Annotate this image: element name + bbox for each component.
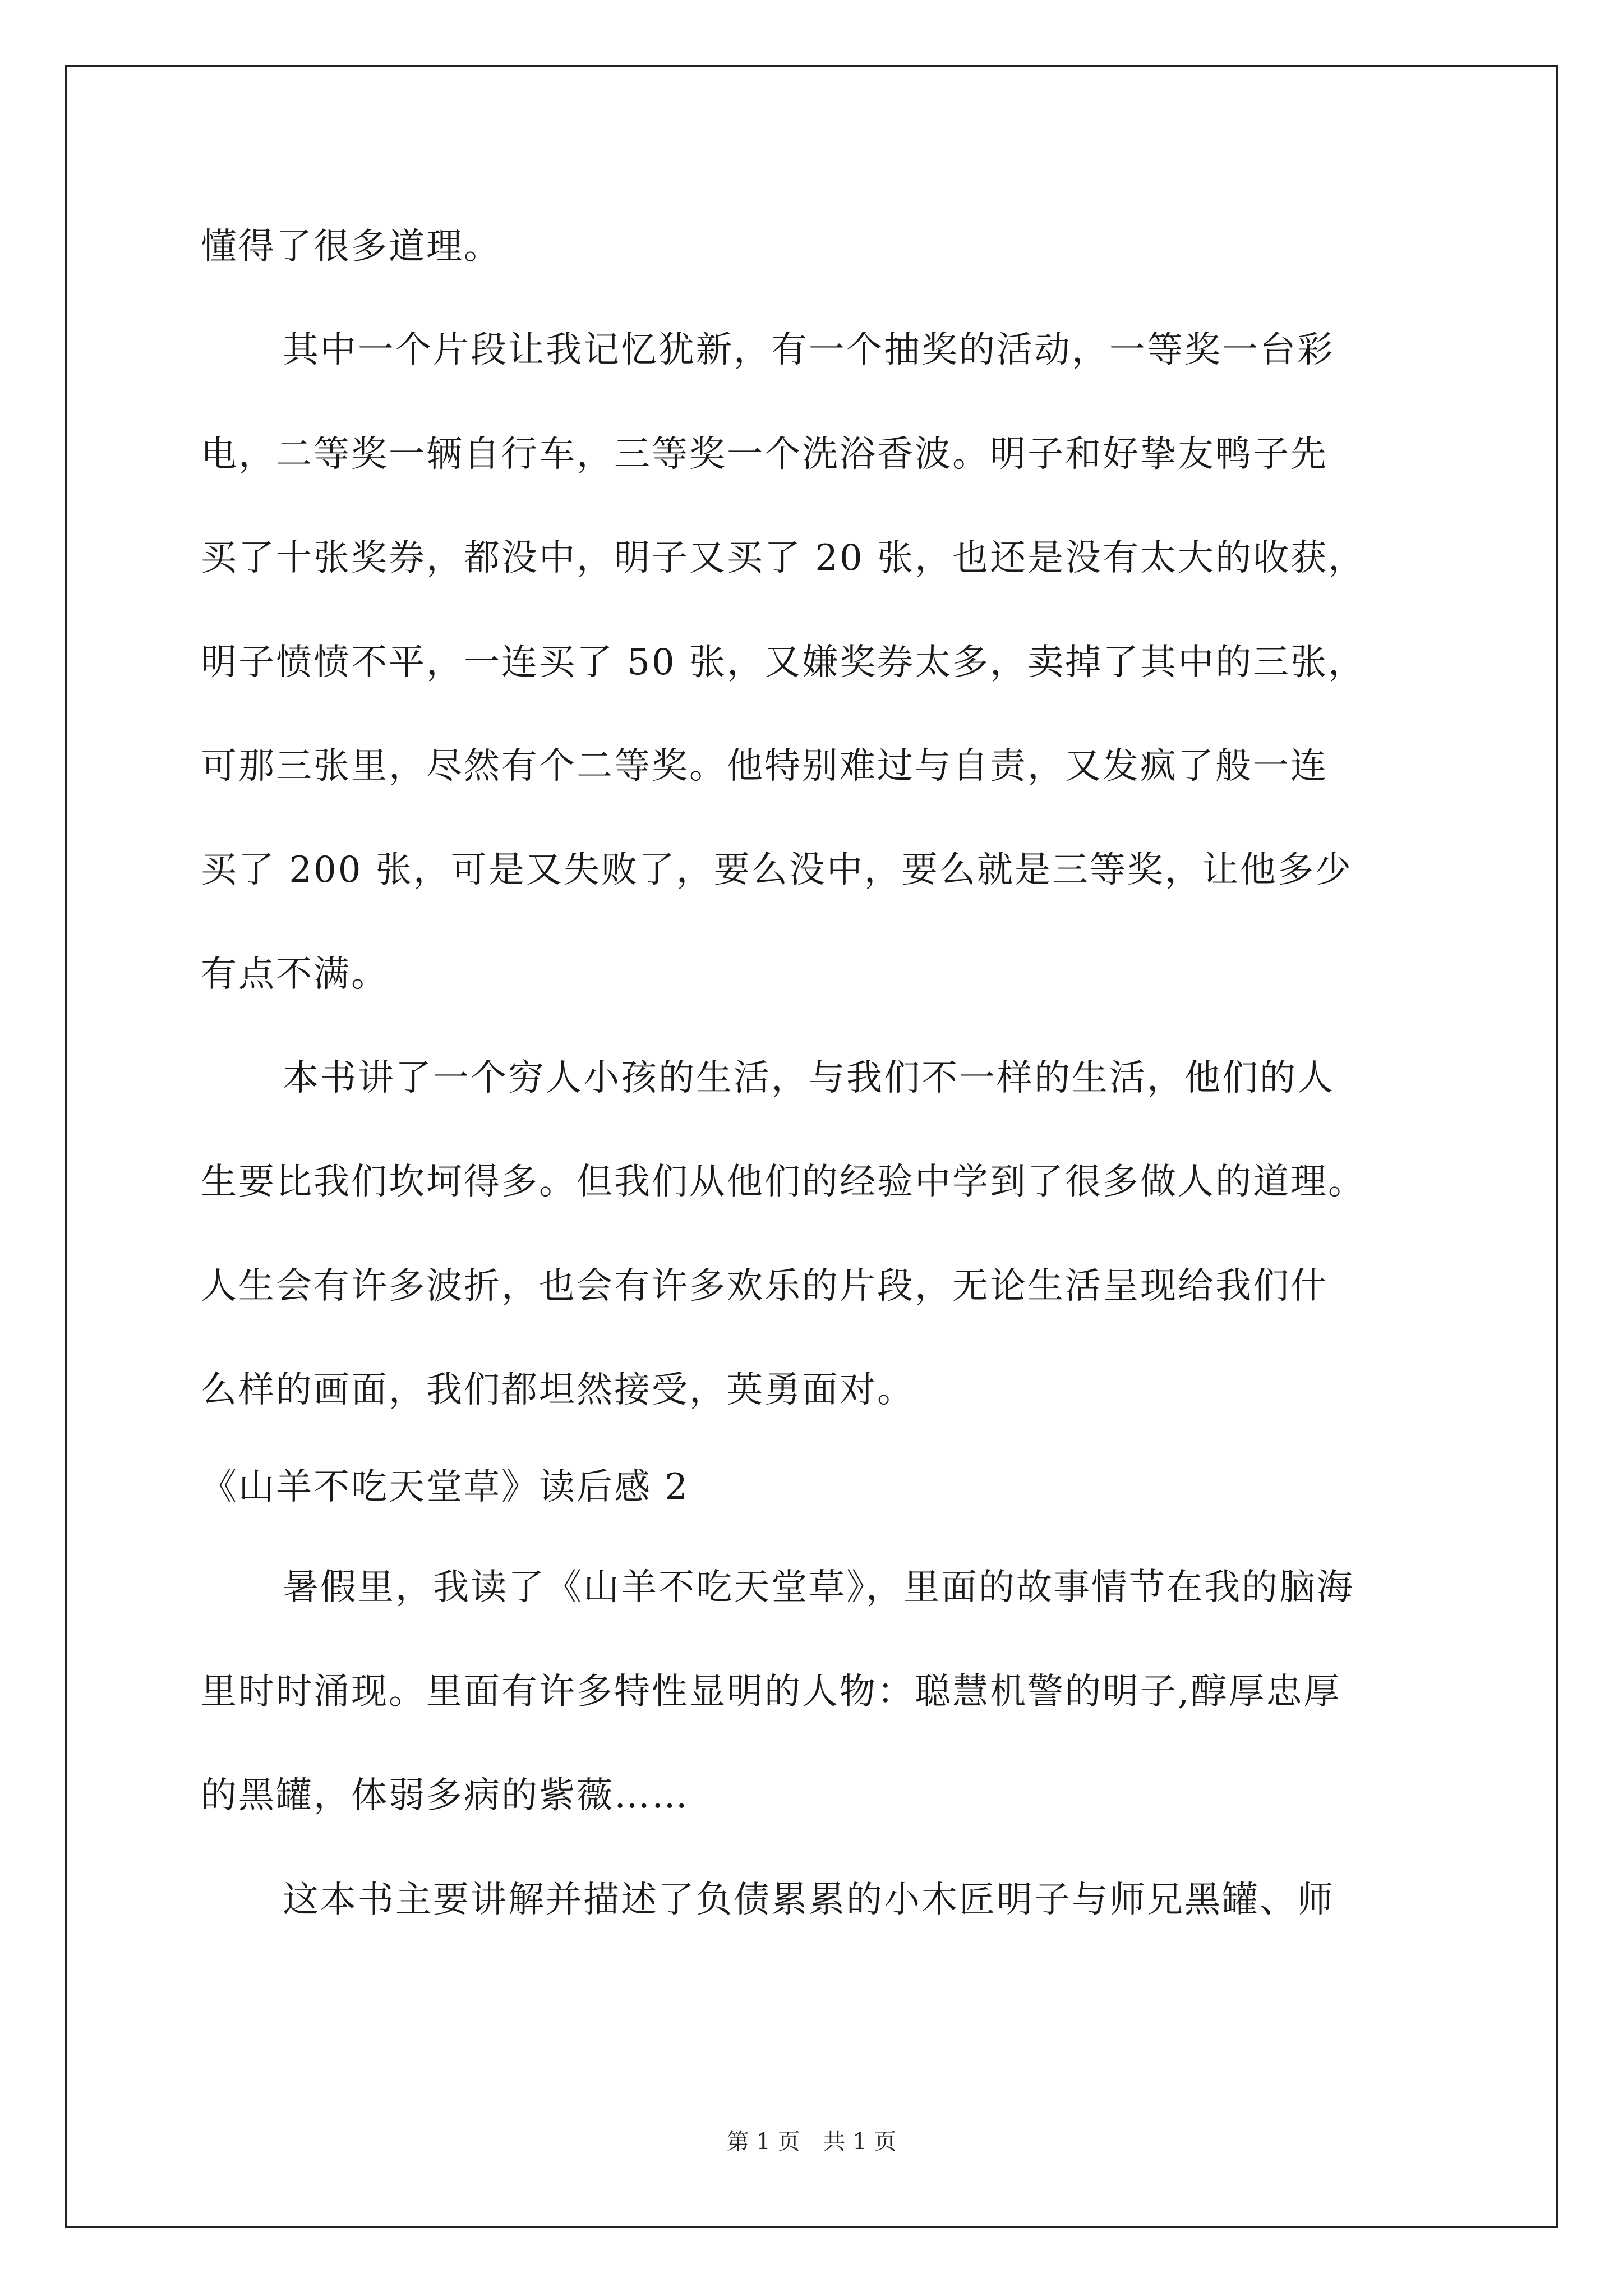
- paragraph-start-line: 本书讲了一个穷人小孩的生活，与我们不一样的生活，他们的人: [283, 1057, 1335, 1099]
- text-line: 有点不满。: [201, 954, 389, 995]
- text-line: 人生会有许多波折，也会有许多欢乐的片段，无论生活呈现给我们什: [201, 1266, 1328, 1307]
- text-line: 明子愤愤不平，一连买了 50 张，又嫌奖券太多，卖掉了其中的三张，: [201, 642, 1366, 683]
- paragraph-start-line: 这本书主要讲解并描述了负债累累的小木匠明子与师兄黑罐、师: [283, 1879, 1335, 1921]
- text-line: 买了十张奖券，都没中，明子又买了 20 张，也还是没有太大的收获，: [201, 537, 1366, 579]
- text-line: 懂得了很多道理。: [201, 226, 501, 268]
- paragraph-start-line: 其中一个片段让我记忆犹新，有一个抽奖的活动，一等奖一台彩: [283, 329, 1335, 371]
- page-footer: [0, 2128, 1623, 2156]
- page-number: 第 1 页: [726, 2129, 800, 2155]
- paragraph-start-line: 暑假里，我读了《山羊不吃天堂草》，里面的故事情节在我的脑海: [283, 1567, 1354, 1608]
- text-line: 里时时涌现。里面有许多特性显明的人物：聪慧机警的明子,醇厚忠厚: [201, 1671, 1341, 1713]
- section-heading: 《山羊不吃天堂草》读后感 2: [201, 1466, 690, 1508]
- text-line: 买了 200 张，可是又失败了，要么没中，要么就是三等奖，让他多少: [201, 849, 1353, 891]
- text-line: 的黑罐，体弱多病的紫薇……: [201, 1775, 689, 1816]
- text-line: 么样的画面，我们都坦然接受，英勇面对。: [201, 1369, 915, 1411]
- text-line: 可那三张里，尽然有个二等奖。他特别难过与自责，又发疯了般一连: [201, 746, 1328, 787]
- text-line: 电，二等奖一辆自行车，三等奖一个洗浴香波。明子和好挚友鸭子先: [201, 434, 1328, 475]
- page-total: 共 1 页: [823, 2129, 897, 2155]
- text-line: 生要比我们坎坷得多。但我们从他们的经验中学到了很多做人的道理。: [201, 1161, 1366, 1203]
